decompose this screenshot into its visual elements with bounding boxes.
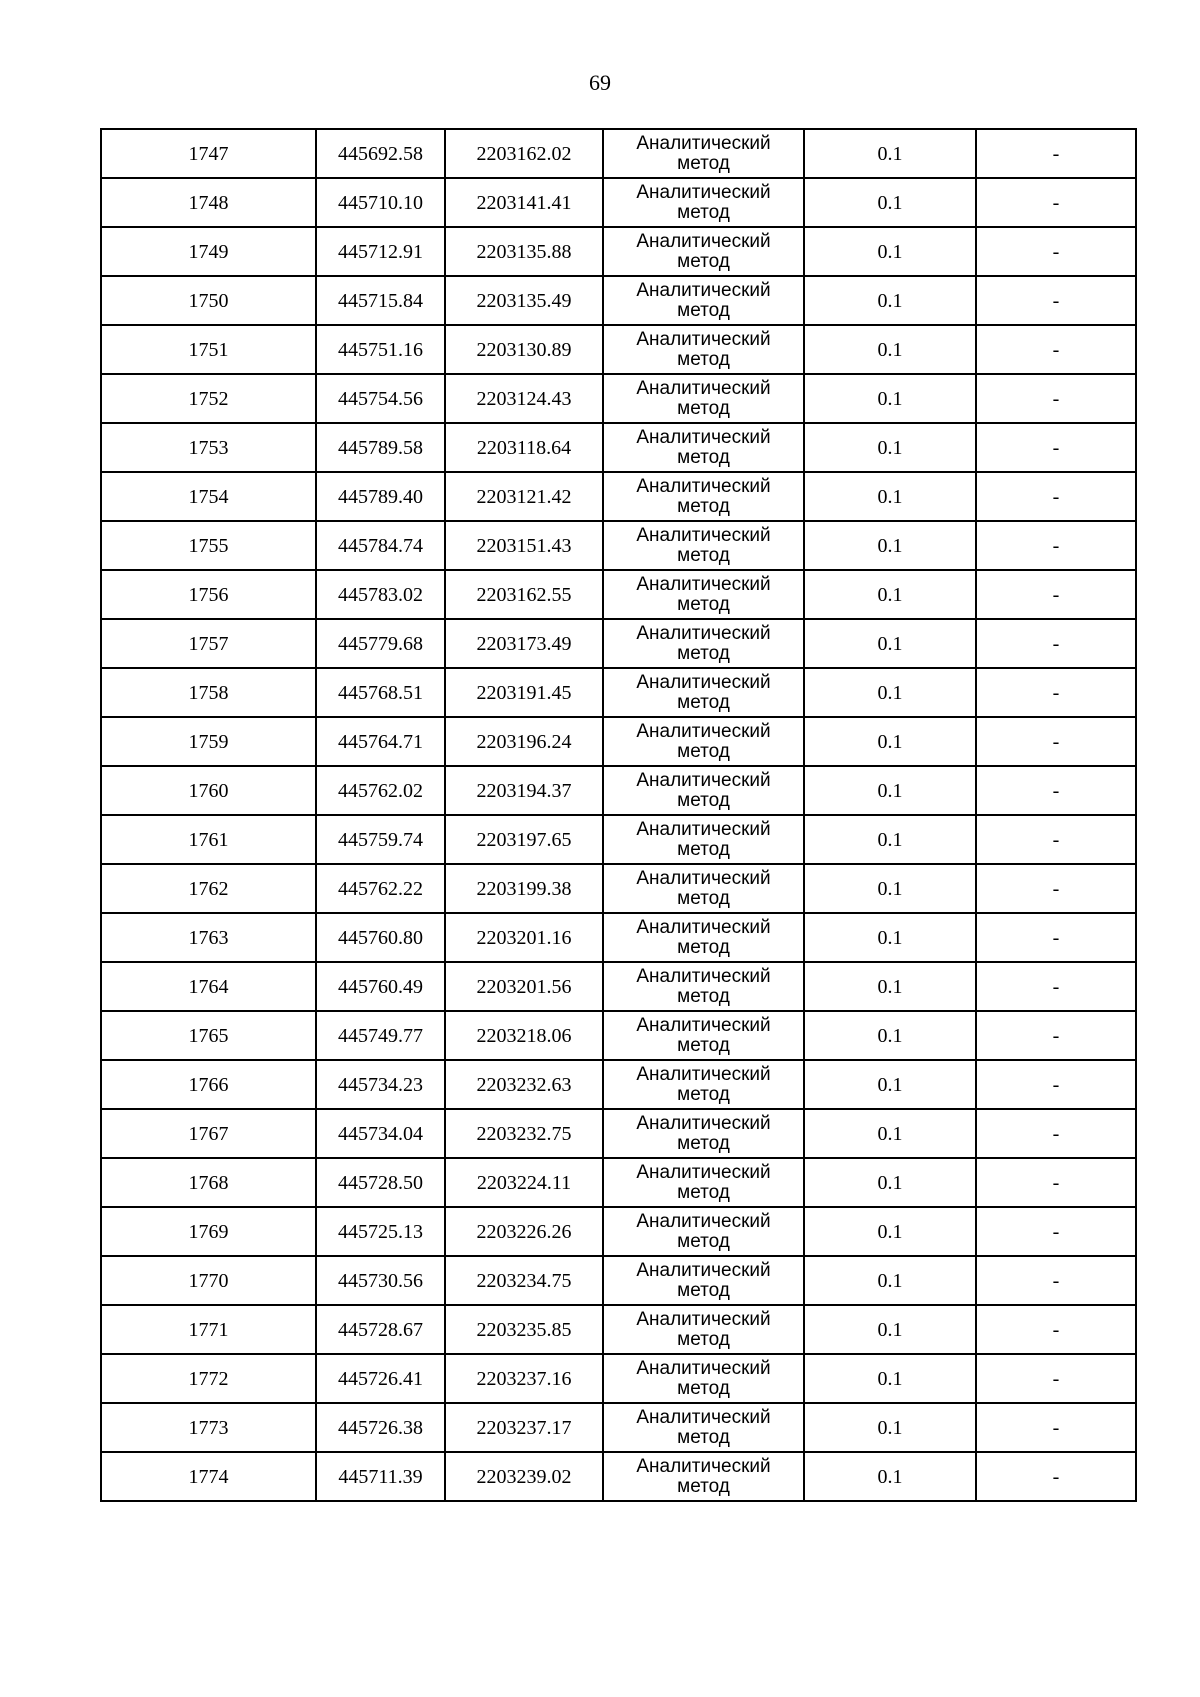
x-coordinate-cell: 445734.04	[316, 1109, 445, 1158]
x-coordinate-cell: 445734.23	[316, 1060, 445, 1109]
table-row	[101, 913, 1136, 962]
accuracy-cell: 0.1	[804, 325, 976, 374]
point-number-cell: 1760	[101, 766, 316, 815]
point-number-cell: 1753	[101, 423, 316, 472]
x-coordinate-cell: 445754.56	[316, 374, 445, 423]
table-row	[101, 521, 1136, 570]
note-cell: -	[976, 766, 1136, 815]
method-line-1: Аналитический	[636, 132, 771, 154]
y-coordinate-cell: 2203124.43	[445, 374, 603, 423]
y-coordinate-cell: 2203141.41	[445, 178, 603, 227]
point-number-cell: 1759	[101, 717, 316, 766]
x-coordinate-cell: 445710.10	[316, 178, 445, 227]
point-number-cell: 1771	[101, 1305, 316, 1354]
method-cell	[603, 1207, 804, 1256]
method-line-2: метод	[677, 1426, 730, 1448]
method-line-1: Аналитический	[636, 475, 771, 497]
table-row	[101, 1207, 1136, 1256]
accuracy-cell: 0.1	[804, 668, 976, 717]
note-cell: -	[976, 1109, 1136, 1158]
method-line-1: Аналитический	[636, 377, 771, 399]
x-coordinate-cell: 445728.50	[316, 1158, 445, 1207]
method-cell	[603, 1452, 804, 1501]
point-number-cell: 1747	[101, 129, 316, 178]
method-line-1: Аналитический	[636, 279, 771, 301]
method-line-1: Аналитический	[636, 1259, 771, 1281]
y-coordinate-cell: 2203173.49	[445, 619, 603, 668]
method-line-2: метод	[677, 397, 730, 419]
note-cell: -	[976, 227, 1136, 276]
method-line-1: Аналитический	[636, 426, 771, 448]
table-row	[101, 1060, 1136, 1109]
x-coordinate-cell: 445760.49	[316, 962, 445, 1011]
table-row	[101, 619, 1136, 668]
method-line-1: Аналитический	[636, 818, 771, 840]
point-number-cell: 1752	[101, 374, 316, 423]
table-row	[101, 472, 1136, 521]
x-coordinate-cell: 445764.71	[316, 717, 445, 766]
table-row	[101, 178, 1136, 227]
table-row	[101, 227, 1136, 276]
accuracy-cell: 0.1	[804, 1060, 976, 1109]
method-line-1: Аналитический	[636, 1014, 771, 1036]
point-number-cell: 1765	[101, 1011, 316, 1060]
y-coordinate-cell: 2203162.55	[445, 570, 603, 619]
method-cell	[603, 913, 804, 962]
table-row	[101, 815, 1136, 864]
method-cell	[603, 1403, 804, 1452]
point-number-cell: 1757	[101, 619, 316, 668]
accuracy-cell: 0.1	[804, 570, 976, 619]
method-line-1: Аналитический	[636, 769, 771, 791]
x-coordinate-cell: 445711.39	[316, 1452, 445, 1501]
method-line-1: Аналитический	[636, 1063, 771, 1085]
accuracy-cell: 0.1	[804, 717, 976, 766]
method-line-2: метод	[677, 740, 730, 762]
accuracy-cell: 0.1	[804, 227, 976, 276]
note-cell: -	[976, 374, 1136, 423]
y-coordinate-cell: 2203197.65	[445, 815, 603, 864]
table-row	[101, 1011, 1136, 1060]
method-line-2: метод	[677, 250, 730, 272]
method-cell	[603, 472, 804, 521]
table-row	[101, 1256, 1136, 1305]
method-line-2: метод	[677, 1328, 730, 1350]
note-cell: -	[976, 472, 1136, 521]
point-number-cell: 1758	[101, 668, 316, 717]
y-coordinate-cell: 2203135.49	[445, 276, 603, 325]
method-line-2: метод	[677, 1279, 730, 1301]
point-number-cell: 1748	[101, 178, 316, 227]
accuracy-cell: 0.1	[804, 521, 976, 570]
method-line-2: метод	[677, 887, 730, 909]
note-cell: -	[976, 1354, 1136, 1403]
method-line-2: метод	[677, 789, 730, 811]
y-coordinate-cell: 2203196.24	[445, 717, 603, 766]
x-coordinate-cell: 445715.84	[316, 276, 445, 325]
table-row	[101, 374, 1136, 423]
accuracy-cell: 0.1	[804, 766, 976, 815]
method-line-2: метод	[677, 348, 730, 370]
point-number-cell: 1751	[101, 325, 316, 374]
method-line-1: Аналитический	[636, 230, 771, 252]
method-line-1: Аналитический	[636, 1357, 771, 1379]
x-coordinate-cell: 445783.02	[316, 570, 445, 619]
x-coordinate-cell: 445760.80	[316, 913, 445, 962]
page-number: 69	[589, 70, 611, 95]
method-line-1: Аналитический	[636, 1210, 771, 1232]
point-number-cell: 1762	[101, 864, 316, 913]
point-number-cell: 1754	[101, 472, 316, 521]
accuracy-cell: 0.1	[804, 962, 976, 1011]
table-row	[101, 1305, 1136, 1354]
point-number-cell: 1768	[101, 1158, 316, 1207]
point-number-cell: 1756	[101, 570, 316, 619]
method-line-1: Аналитический	[636, 916, 771, 938]
point-number-cell: 1749	[101, 227, 316, 276]
note-cell: -	[976, 570, 1136, 619]
method-cell	[603, 423, 804, 472]
method-line-1: Аналитический	[636, 328, 771, 350]
method-line-2: метод	[677, 936, 730, 958]
accuracy-cell: 0.1	[804, 913, 976, 962]
accuracy-cell: 0.1	[804, 129, 976, 178]
method-line-1: Аналитический	[636, 573, 771, 595]
method-line-1: Аналитический	[636, 622, 771, 644]
y-coordinate-cell: 2203199.38	[445, 864, 603, 913]
y-coordinate-cell: 2203218.06	[445, 1011, 603, 1060]
note-cell: -	[976, 129, 1136, 178]
point-number-cell: 1766	[101, 1060, 316, 1109]
accuracy-cell: 0.1	[804, 1011, 976, 1060]
method-line-1: Аналитический	[636, 867, 771, 889]
note-cell: -	[976, 1207, 1136, 1256]
method-cell	[603, 1060, 804, 1109]
accuracy-cell: 0.1	[804, 815, 976, 864]
method-line-2: метод	[677, 201, 730, 223]
table-row	[101, 717, 1136, 766]
note-cell: -	[976, 864, 1136, 913]
note-cell: -	[976, 1403, 1136, 1452]
x-coordinate-cell: 445762.22	[316, 864, 445, 913]
x-coordinate-cell: 445730.56	[316, 1256, 445, 1305]
note-cell: -	[976, 913, 1136, 962]
method-line-1: Аналитический	[636, 181, 771, 203]
x-coordinate-cell: 445726.38	[316, 1403, 445, 1452]
table-row	[101, 1354, 1136, 1403]
accuracy-cell: 0.1	[804, 1305, 976, 1354]
note-cell: -	[976, 815, 1136, 864]
x-coordinate-cell: 445784.74	[316, 521, 445, 570]
method-cell	[603, 325, 804, 374]
accuracy-cell: 0.1	[804, 1158, 976, 1207]
method-cell	[603, 668, 804, 717]
table-row	[101, 864, 1136, 913]
point-number-cell: 1773	[101, 1403, 316, 1452]
table-row	[101, 129, 1136, 178]
accuracy-cell: 0.1	[804, 276, 976, 325]
note-cell: -	[976, 619, 1136, 668]
method-cell	[603, 619, 804, 668]
y-coordinate-cell: 2203151.43	[445, 521, 603, 570]
method-line-1: Аналитический	[636, 1406, 771, 1428]
x-coordinate-cell: 445712.91	[316, 227, 445, 276]
method-line-1: Аналитический	[636, 1308, 771, 1330]
method-line-2: метод	[677, 985, 730, 1007]
accuracy-cell: 0.1	[804, 472, 976, 521]
table-row	[101, 423, 1136, 472]
x-coordinate-cell: 445749.77	[316, 1011, 445, 1060]
y-coordinate-cell: 2203224.11	[445, 1158, 603, 1207]
y-coordinate-cell: 2203162.02	[445, 129, 603, 178]
table-row	[101, 1109, 1136, 1158]
accuracy-cell: 0.1	[804, 1452, 976, 1501]
method-line-1: Аналитический	[636, 1161, 771, 1183]
point-number-cell: 1761	[101, 815, 316, 864]
method-cell	[603, 1256, 804, 1305]
note-cell: -	[976, 178, 1136, 227]
method-line-1: Аналитический	[636, 524, 771, 546]
y-coordinate-cell: 2203237.16	[445, 1354, 603, 1403]
note-cell: -	[976, 1305, 1136, 1354]
point-number-cell: 1769	[101, 1207, 316, 1256]
method-cell	[603, 815, 804, 864]
method-line-1: Аналитический	[636, 671, 771, 693]
x-coordinate-cell: 445789.40	[316, 472, 445, 521]
method-line-2: метод	[677, 1475, 730, 1497]
table-row	[101, 1158, 1136, 1207]
method-cell	[603, 570, 804, 619]
accuracy-cell: 0.1	[804, 423, 976, 472]
point-number-cell: 1763	[101, 913, 316, 962]
method-cell	[603, 1354, 804, 1403]
coordinates-table	[100, 128, 1137, 1502]
y-coordinate-cell: 2203232.75	[445, 1109, 603, 1158]
method-cell	[603, 129, 804, 178]
table-row	[101, 962, 1136, 1011]
method-line-2: метод	[677, 544, 730, 566]
method-line-2: метод	[677, 1083, 730, 1105]
method-cell	[603, 717, 804, 766]
y-coordinate-cell: 2203237.17	[445, 1403, 603, 1452]
method-cell	[603, 178, 804, 227]
point-number-cell: 1750	[101, 276, 316, 325]
accuracy-cell: 0.1	[804, 619, 976, 668]
x-coordinate-cell: 445751.16	[316, 325, 445, 374]
x-coordinate-cell: 445768.51	[316, 668, 445, 717]
table-row	[101, 1403, 1136, 1452]
accuracy-cell: 0.1	[804, 1109, 976, 1158]
x-coordinate-cell: 445728.67	[316, 1305, 445, 1354]
note-cell: -	[976, 1452, 1136, 1501]
x-coordinate-cell: 445692.58	[316, 129, 445, 178]
y-coordinate-cell: 2203194.37	[445, 766, 603, 815]
method-line-2: метод	[677, 495, 730, 517]
note-cell: -	[976, 423, 1136, 472]
method-line-2: метод	[677, 1230, 730, 1252]
note-cell: -	[976, 1256, 1136, 1305]
method-line-1: Аналитический	[636, 720, 771, 742]
point-number-cell: 1772	[101, 1354, 316, 1403]
point-number-cell: 1764	[101, 962, 316, 1011]
y-coordinate-cell: 2203118.64	[445, 423, 603, 472]
method-line-2: метод	[677, 1181, 730, 1203]
accuracy-cell: 0.1	[804, 1354, 976, 1403]
note-cell: -	[976, 1011, 1136, 1060]
y-coordinate-cell: 2203191.45	[445, 668, 603, 717]
table-row	[101, 668, 1136, 717]
table-row	[101, 766, 1136, 815]
note-cell: -	[976, 276, 1136, 325]
method-cell	[603, 962, 804, 1011]
method-line-2: метод	[677, 152, 730, 174]
method-line-1: Аналитический	[636, 965, 771, 987]
accuracy-cell: 0.1	[804, 1403, 976, 1452]
accuracy-cell: 0.1	[804, 178, 976, 227]
point-number-cell: 1770	[101, 1256, 316, 1305]
x-coordinate-cell: 445725.13	[316, 1207, 445, 1256]
method-line-2: метод	[677, 1034, 730, 1056]
method-line-2: метод	[677, 1377, 730, 1399]
method-line-2: метод	[677, 446, 730, 468]
method-line-2: метод	[677, 1132, 730, 1154]
method-cell	[603, 1011, 804, 1060]
y-coordinate-cell: 2203201.56	[445, 962, 603, 1011]
x-coordinate-cell: 445759.74	[316, 815, 445, 864]
method-cell	[603, 521, 804, 570]
method-line-1: Аналитический	[636, 1112, 771, 1134]
y-coordinate-cell: 2203226.26	[445, 1207, 603, 1256]
point-number-cell: 1755	[101, 521, 316, 570]
y-coordinate-cell: 2203239.02	[445, 1452, 603, 1501]
point-number-cell: 1767	[101, 1109, 316, 1158]
x-coordinate-cell: 445789.58	[316, 423, 445, 472]
note-cell: -	[976, 325, 1136, 374]
table-row	[101, 570, 1136, 619]
method-line-2: метод	[677, 299, 730, 321]
x-coordinate-cell: 445762.02	[316, 766, 445, 815]
coordinates-table-body	[101, 129, 1136, 1501]
note-cell: -	[976, 962, 1136, 1011]
accuracy-cell: 0.1	[804, 1256, 976, 1305]
y-coordinate-cell: 2203235.85	[445, 1305, 603, 1354]
method-cell	[603, 227, 804, 276]
method-line-2: метод	[677, 691, 730, 713]
table-row	[101, 325, 1136, 374]
y-coordinate-cell: 2203232.63	[445, 1060, 603, 1109]
method-cell	[603, 1158, 804, 1207]
method-cell	[603, 1305, 804, 1354]
accuracy-cell: 0.1	[804, 374, 976, 423]
method-line-2: метод	[677, 642, 730, 664]
table-row	[101, 1452, 1136, 1501]
method-line-2: метод	[677, 838, 730, 860]
x-coordinate-cell: 445726.41	[316, 1354, 445, 1403]
point-number-cell: 1774	[101, 1452, 316, 1501]
method-cell	[603, 374, 804, 423]
method-line-2: метод	[677, 593, 730, 615]
note-cell: -	[976, 668, 1136, 717]
y-coordinate-cell: 2203130.89	[445, 325, 603, 374]
note-cell: -	[976, 1158, 1136, 1207]
method-line-1: Аналитический	[636, 1455, 771, 1477]
accuracy-cell: 0.1	[804, 1207, 976, 1256]
accuracy-cell: 0.1	[804, 864, 976, 913]
table-row	[101, 276, 1136, 325]
method-cell	[603, 766, 804, 815]
method-cell	[603, 864, 804, 913]
y-coordinate-cell: 2203121.42	[445, 472, 603, 521]
y-coordinate-cell: 2203234.75	[445, 1256, 603, 1305]
method-cell	[603, 276, 804, 325]
method-cell	[603, 1109, 804, 1158]
x-coordinate-cell: 445779.68	[316, 619, 445, 668]
y-coordinate-cell: 2203135.88	[445, 227, 603, 276]
note-cell: -	[976, 521, 1136, 570]
y-coordinate-cell: 2203201.16	[445, 913, 603, 962]
note-cell: -	[976, 1060, 1136, 1109]
note-cell: -	[976, 717, 1136, 766]
